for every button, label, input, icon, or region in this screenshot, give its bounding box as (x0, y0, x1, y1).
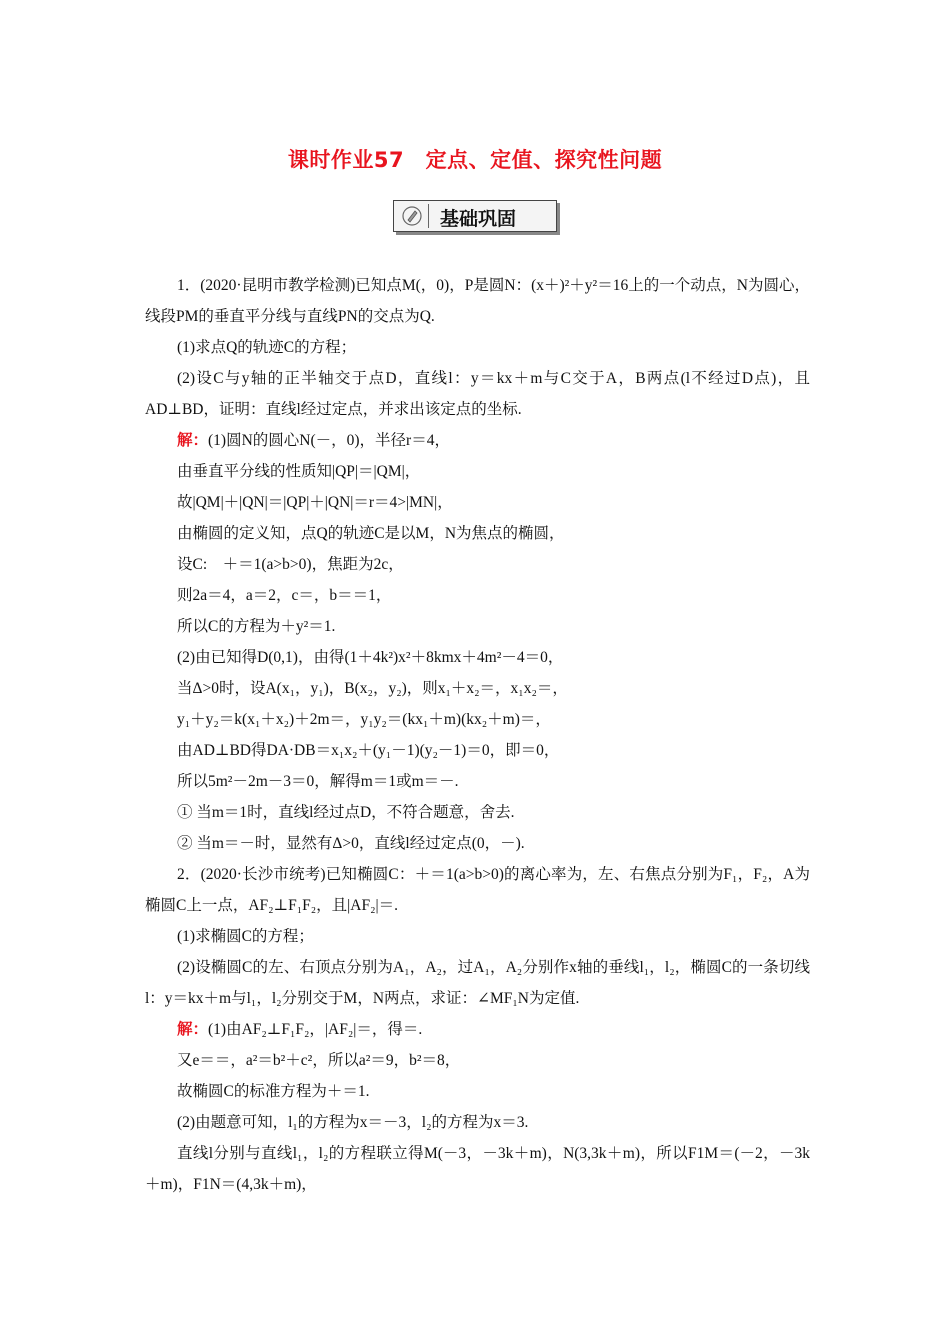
solution-label: 解： (177, 1021, 209, 1038)
solution-text: (1)圆N的圆心N(－，0)，半径r＝4， (208, 432, 450, 449)
section-header (393, 200, 557, 232)
page-title: 课时作业57 定点、定值、探究性问题 (287, 148, 663, 172)
problem-2-part-2: (2)设椭圆C的左、右顶点分别为A₁，A₂，过A₁，A₂分别作x轴的垂线l₁，l₂，椭圆C的一条切线l：y＝kx＋m与l₁，l₂分别交于M，N两点，求证：∠MF₁N为定值. (145, 959, 810, 1007)
solution-2-line: 故椭圆C的标准方程为＋＝1. (177, 1083, 370, 1100)
solution-1-line: 当Δ>0时，设A(x₁，y₁)，B(x₂，y₂)，则x₁＋x₂＝，x₁x₂＝， (177, 680, 568, 697)
solution-1-line: 则2a＝4，a＝2，c＝，b＝＝1， (177, 587, 392, 604)
solution-1-line: 由垂直平分线的性质知|QP|＝|QM|， (177, 463, 421, 480)
solution-1-line: 故|QM|＋|QN|＝|QP|＋|QN|＝r＝4>|MN|， (177, 494, 453, 511)
solution-2-line: 直线l分别与直线l₁，l₂的方程联立得M(－3，－3k＋m)，N(3,3k＋m)，所以F1M＝(－2，－3k＋m)，F1N＝(4,3k＋m)， (145, 1145, 810, 1193)
solution-2-line: 又e＝＝，a²＝b²＋c²，所以a²＝9，b²＝8， (177, 1052, 461, 1069)
solution-2-line: (2)由题意可知，l₁的方程为x＝－3，l₂的方程为x＝3. (177, 1114, 529, 1131)
solution-2-line (145, 1014, 810, 1045)
pencil-icon (400, 205, 424, 227)
solution-1-line: 由椭圆的定义知，点Q的轨迹C是以M，N为焦点的椭圆， (177, 525, 565, 542)
solution-1-line: 所以C的方程为＋y²＝1. (177, 618, 336, 635)
document-body (145, 270, 810, 1200)
problem-1-stem: 1．(2020·昆明市教学检测)已知点M(，0)，P是圆N：(x＋)²＋y²＝16上的一个动点，N为圆心，线段PM的垂直平分线与直线PN的交点为Q. (145, 277, 810, 325)
problem-1-part-1: (1)求点Q的轨迹C的方程； (177, 339, 357, 356)
solution-1-line: (2)由已知得D(0,1)，由得(1＋4k²)x²＋8kmx＋4m²－4＝0， (177, 649, 564, 666)
solution-1-line: 由AD⊥BD得DA·DB＝x₁x₂＋(y₁－1)(y₂－1)＝0，即＝0， (177, 742, 560, 759)
solution-1-line: 设C: ＋＝1(a>b>0)，焦距为2c， (177, 556, 404, 573)
solution-1-line: ① 当m＝1时，直线l经过点D，不符合题意，舍去. (177, 804, 515, 821)
solution-1-line: y₁＋y₂＝k(x₁＋x₂)＋2m＝，y₁y₂＝(kx₁＋m)(kx₂＋m)＝， (177, 711, 551, 728)
section-label: 基础巩固 (440, 208, 517, 230)
problem-2-stem: 2．(2020·长沙市统考)已知椭圆C：＋＝1(a>b>0)的离心率为，左、右焦点分别为F₁，F₂，A为椭圆C上一点，AF₂⊥F₁F₂，且|AF₂|＝. (145, 866, 810, 914)
section-divider (428, 204, 429, 228)
problem-1-part-2: (2)设C与y轴的正半轴交于点D，直线l：y＝kx＋m与C交于A，B两点(l不经过D点)，且AD⊥BD，证明：直线l经过定点，并求出该定点的坐标. (145, 370, 810, 418)
solution-1-line (145, 425, 810, 456)
problem-2-part-1: (1)求椭圆C的方程； (177, 928, 314, 945)
solution-1-line: ② 当m＝－时，显然有Δ>0，直线l经过定点(0，－). (177, 835, 525, 852)
solution-1-line: 所以5m²－2m－3＝0，解得m＝1或m＝－. (177, 773, 459, 790)
solution-text: (1)由AF₂⊥F₁F₂，|AF₂|＝，得＝. (208, 1021, 423, 1038)
solution-label: 解： (177, 432, 209, 449)
